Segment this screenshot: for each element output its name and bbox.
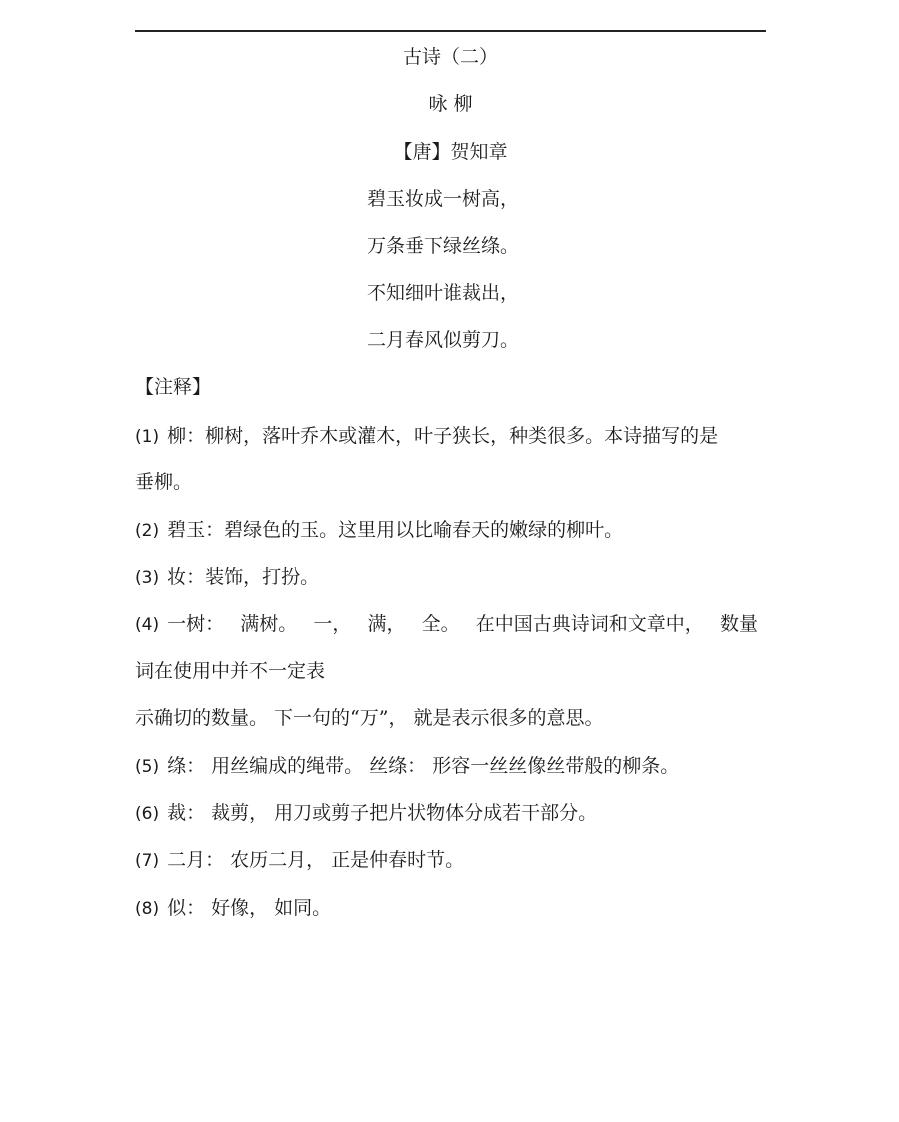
note-text: 一树： [167,613,225,635]
note-text: 碧玉：碧绿色的玉。这里用以比喻春天的嫩绿的柳叶。 [167,519,624,541]
section-title: 古诗（二） [402,46,498,68]
note-text: 柳：柳树，落叶乔木或灌木，叶子狭长，种类很多。本诗描写的是 [167,425,719,447]
note-text: 绦： 用丝编成的绳带。 丝绦： 形容一丝丝像丝带般的柳条。 [167,755,680,777]
note-4-line-3: 示确切的数量。 下一句的“万”， 就是表示很多的意思。 [135,707,604,729]
note-number: (7) [135,851,160,871]
document-page [135,0,766,1122]
notes-heading: 【注释】 [135,376,212,398]
note-8 [135,896,331,921]
poem-line-3: 不知细叶谁裁出， [367,282,520,304]
top-rule [135,30,766,32]
note-number: (3) [135,568,160,588]
note-2 [135,518,623,543]
note-text: 二月： 农历二月， 正是仲春时节。 [167,849,465,871]
note-text: 数量 [719,613,758,635]
note-text: 裁： 裁剪， 用刀或剪子把片状物体分成若干部分。 [167,802,598,824]
note-number: (8) [135,899,160,919]
note-text: 似： 好像， 如同。 [167,897,332,919]
note-number: (6) [135,804,160,824]
note-4-lead [135,612,224,637]
note-text: 一， [313,613,352,635]
note-number: (2) [135,521,160,541]
author-line: 【唐】贺知章 [393,141,508,163]
poem-title: 咏 柳 [428,93,473,115]
note-text: 满， [367,613,406,635]
note-6 [135,801,597,826]
note-number: (1) [135,427,160,447]
note-4-line-2: 词在使用中并不一定表 [135,660,326,682]
note-number: (5) [135,757,160,777]
note-3 [135,565,319,590]
note-4-line-1 [135,612,758,637]
note-1-line-2: 垂柳。 [135,471,193,493]
note-1-line-1 [135,424,718,449]
poem-line-4: 二月春风似剪刀。 [367,329,520,351]
poem-line-1: 碧玉妆成一树高， [367,188,520,210]
note-text: 妆：装饰，打扮。 [167,566,320,588]
note-text: 满树。 [240,613,298,635]
note-text: 全。 [421,613,460,635]
note-7 [135,848,464,873]
poem-line-2: 万条垂下绿丝绦。 [367,235,520,257]
note-text: 在中国古典诗词和文章中， [475,613,704,635]
note-number: (4) [135,615,160,635]
note-5 [135,754,679,779]
